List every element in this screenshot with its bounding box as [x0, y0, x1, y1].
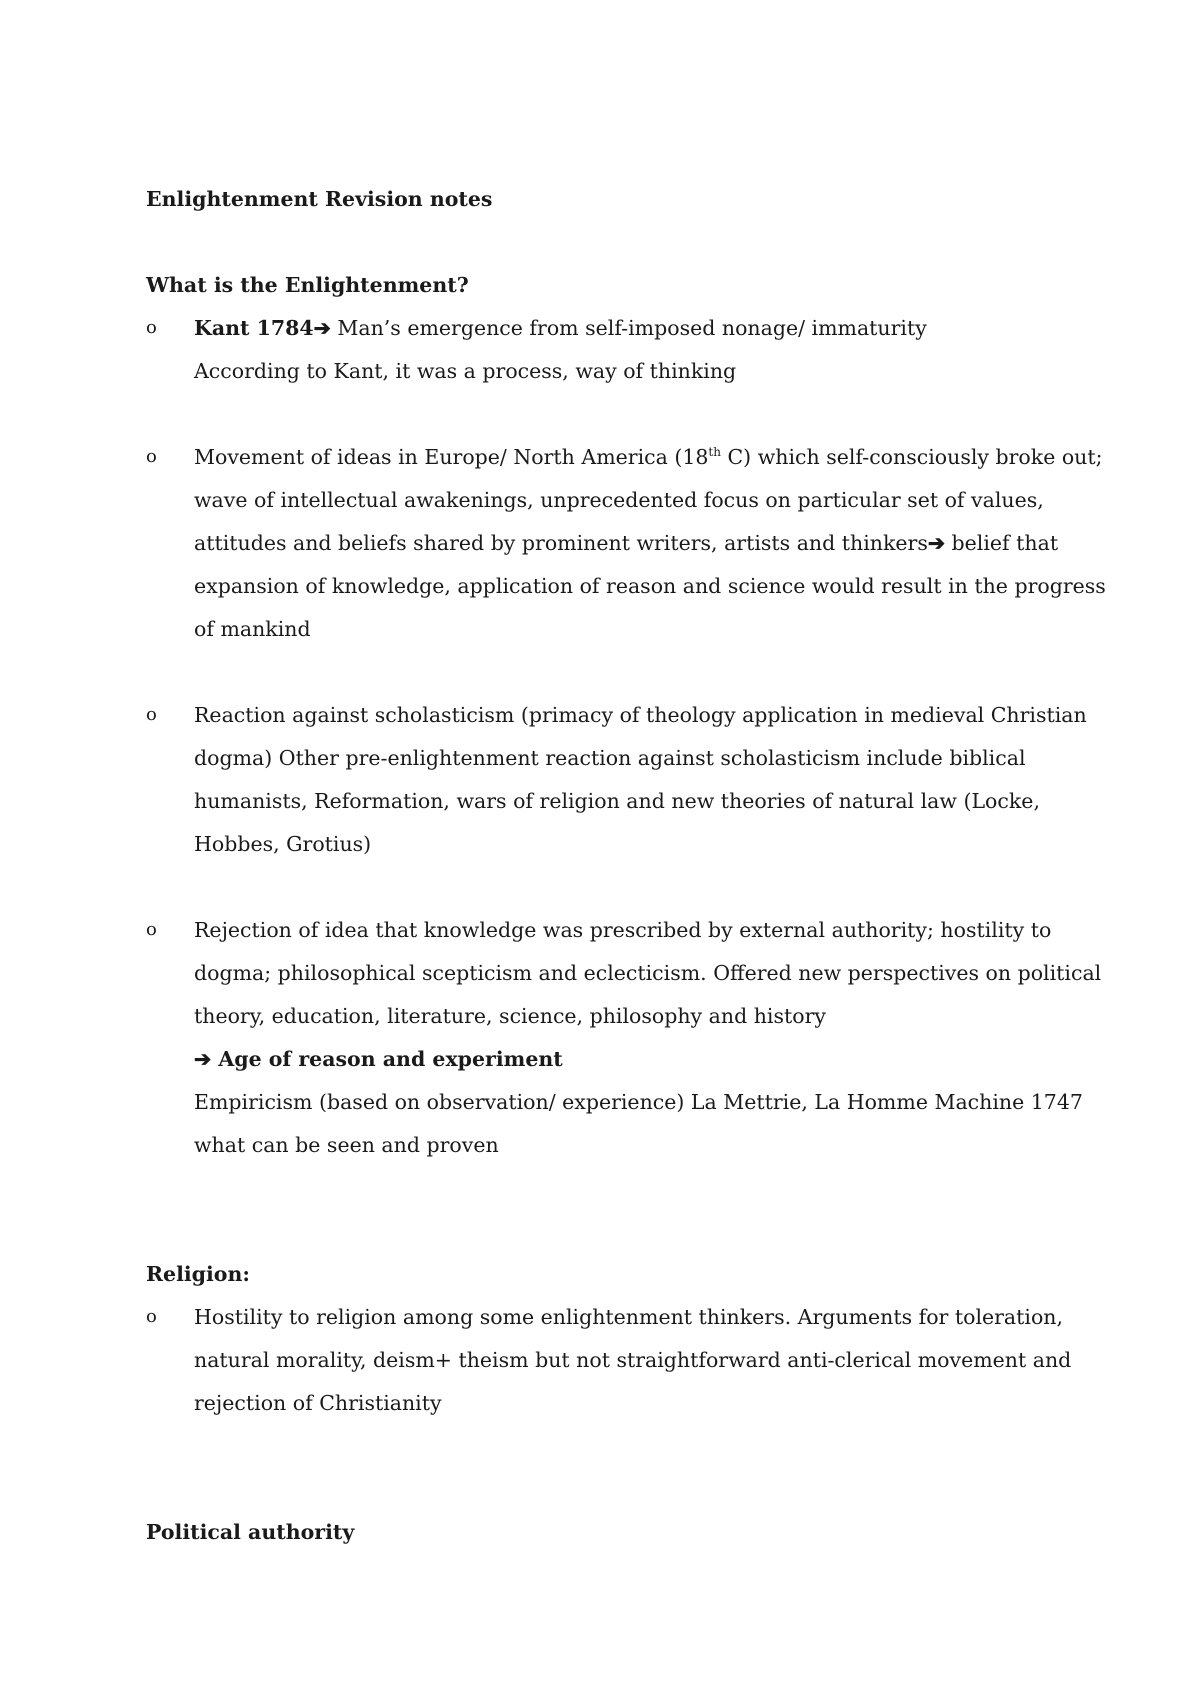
list-item-scholasticism-line1: Reaction against scholasticism (primacy of theology application in medieval Christian	[194, 703, 1087, 727]
section-heading-political-authority: Political authority	[146, 1520, 355, 1544]
list-item-scholasticism-line2: dogma) Other pre-enlightenment reaction against scholasticism include biblical	[194, 746, 1026, 770]
list-item-rejection-line6: what can be seen and proven	[194, 1133, 499, 1157]
list-item-rejection-line5: Empiricism (based on observation/ experience) La Mettrie, La Homme Machine 1747	[194, 1090, 1083, 1114]
list-item-rejection-line4	[194, 1047, 563, 1071]
kant-definition: Man’s emergence from self-imposed nonage/ immaturity	[330, 316, 927, 340]
list-item-rejection-line1: Rejection of idea that knowledge was prescribed by external authority; hostility to	[194, 918, 1052, 942]
arrow-icon: ➔	[927, 531, 946, 555]
list-item-religion-line1: Hostility to religion among some enlightenment thinkers. Arguments for toleration,	[194, 1305, 1064, 1329]
movement-text-d: belief that	[945, 531, 1059, 555]
list-item-movement-line1	[194, 445, 1103, 469]
bullet-icon: o	[146, 919, 157, 940]
movement-text-c: attitudes and beliefs shared by prominent writers, artists and thinkers	[194, 531, 928, 555]
bullet-icon: o	[146, 1306, 157, 1327]
bullet-icon: o	[146, 446, 157, 467]
list-item-movement-line2: wave of intellectual awakenings, unprecedented focus on particular set of values,	[194, 488, 1044, 512]
list-item-movement-line5: of mankind	[194, 617, 311, 641]
list-item-movement-line4: expansion of knowledge, application of reason and science would result in the progress	[194, 574, 1106, 598]
arrow-icon: ➔	[194, 1047, 212, 1071]
list-item-kant-line2: According to Kant, it was a process, way of thinking	[194, 359, 737, 383]
list-item-movement-line3	[194, 531, 1058, 555]
arrow-icon: ➔	[313, 316, 331, 340]
age-of-reason-heading: Age of reason and experiment	[211, 1047, 563, 1071]
list-item-kant-line1	[194, 316, 927, 340]
bullet-icon: o	[146, 704, 157, 725]
list-item-rejection-line2: dogma; philosophical scepticism and eclecticism. Offered new perspectives on political	[194, 961, 1102, 985]
kant-bold-lead: Kant 1784	[194, 316, 314, 340]
list-item-scholasticism-line3: humanists, Reformation, wars of religion and new theories of natural law (Locke,	[194, 789, 1040, 813]
list-item-scholasticism-line4: Hobbes, Grotius)	[194, 832, 372, 856]
movement-text-b: C) which self-consciously broke out;	[720, 445, 1103, 469]
section-heading-what-is-enlightenment: What is the Enlightenment?	[146, 273, 469, 297]
list-item-rejection-line3: theory, education, literature, science, philosophy and history	[194, 1004, 826, 1028]
list-item-religion-line3: rejection of Christianity	[194, 1391, 442, 1415]
movement-text-a: Movement of ideas in Europe/ North America (18	[194, 445, 709, 469]
section-heading-religion: Religion:	[146, 1262, 250, 1286]
document-title: Enlightenment Revision notes	[146, 187, 493, 211]
superscript-th: th	[708, 445, 721, 460]
bullet-icon: o	[146, 317, 157, 338]
list-item-religion-line2: natural morality, deism+ theism but not straightforward anti-clerical movement and	[194, 1348, 1072, 1372]
